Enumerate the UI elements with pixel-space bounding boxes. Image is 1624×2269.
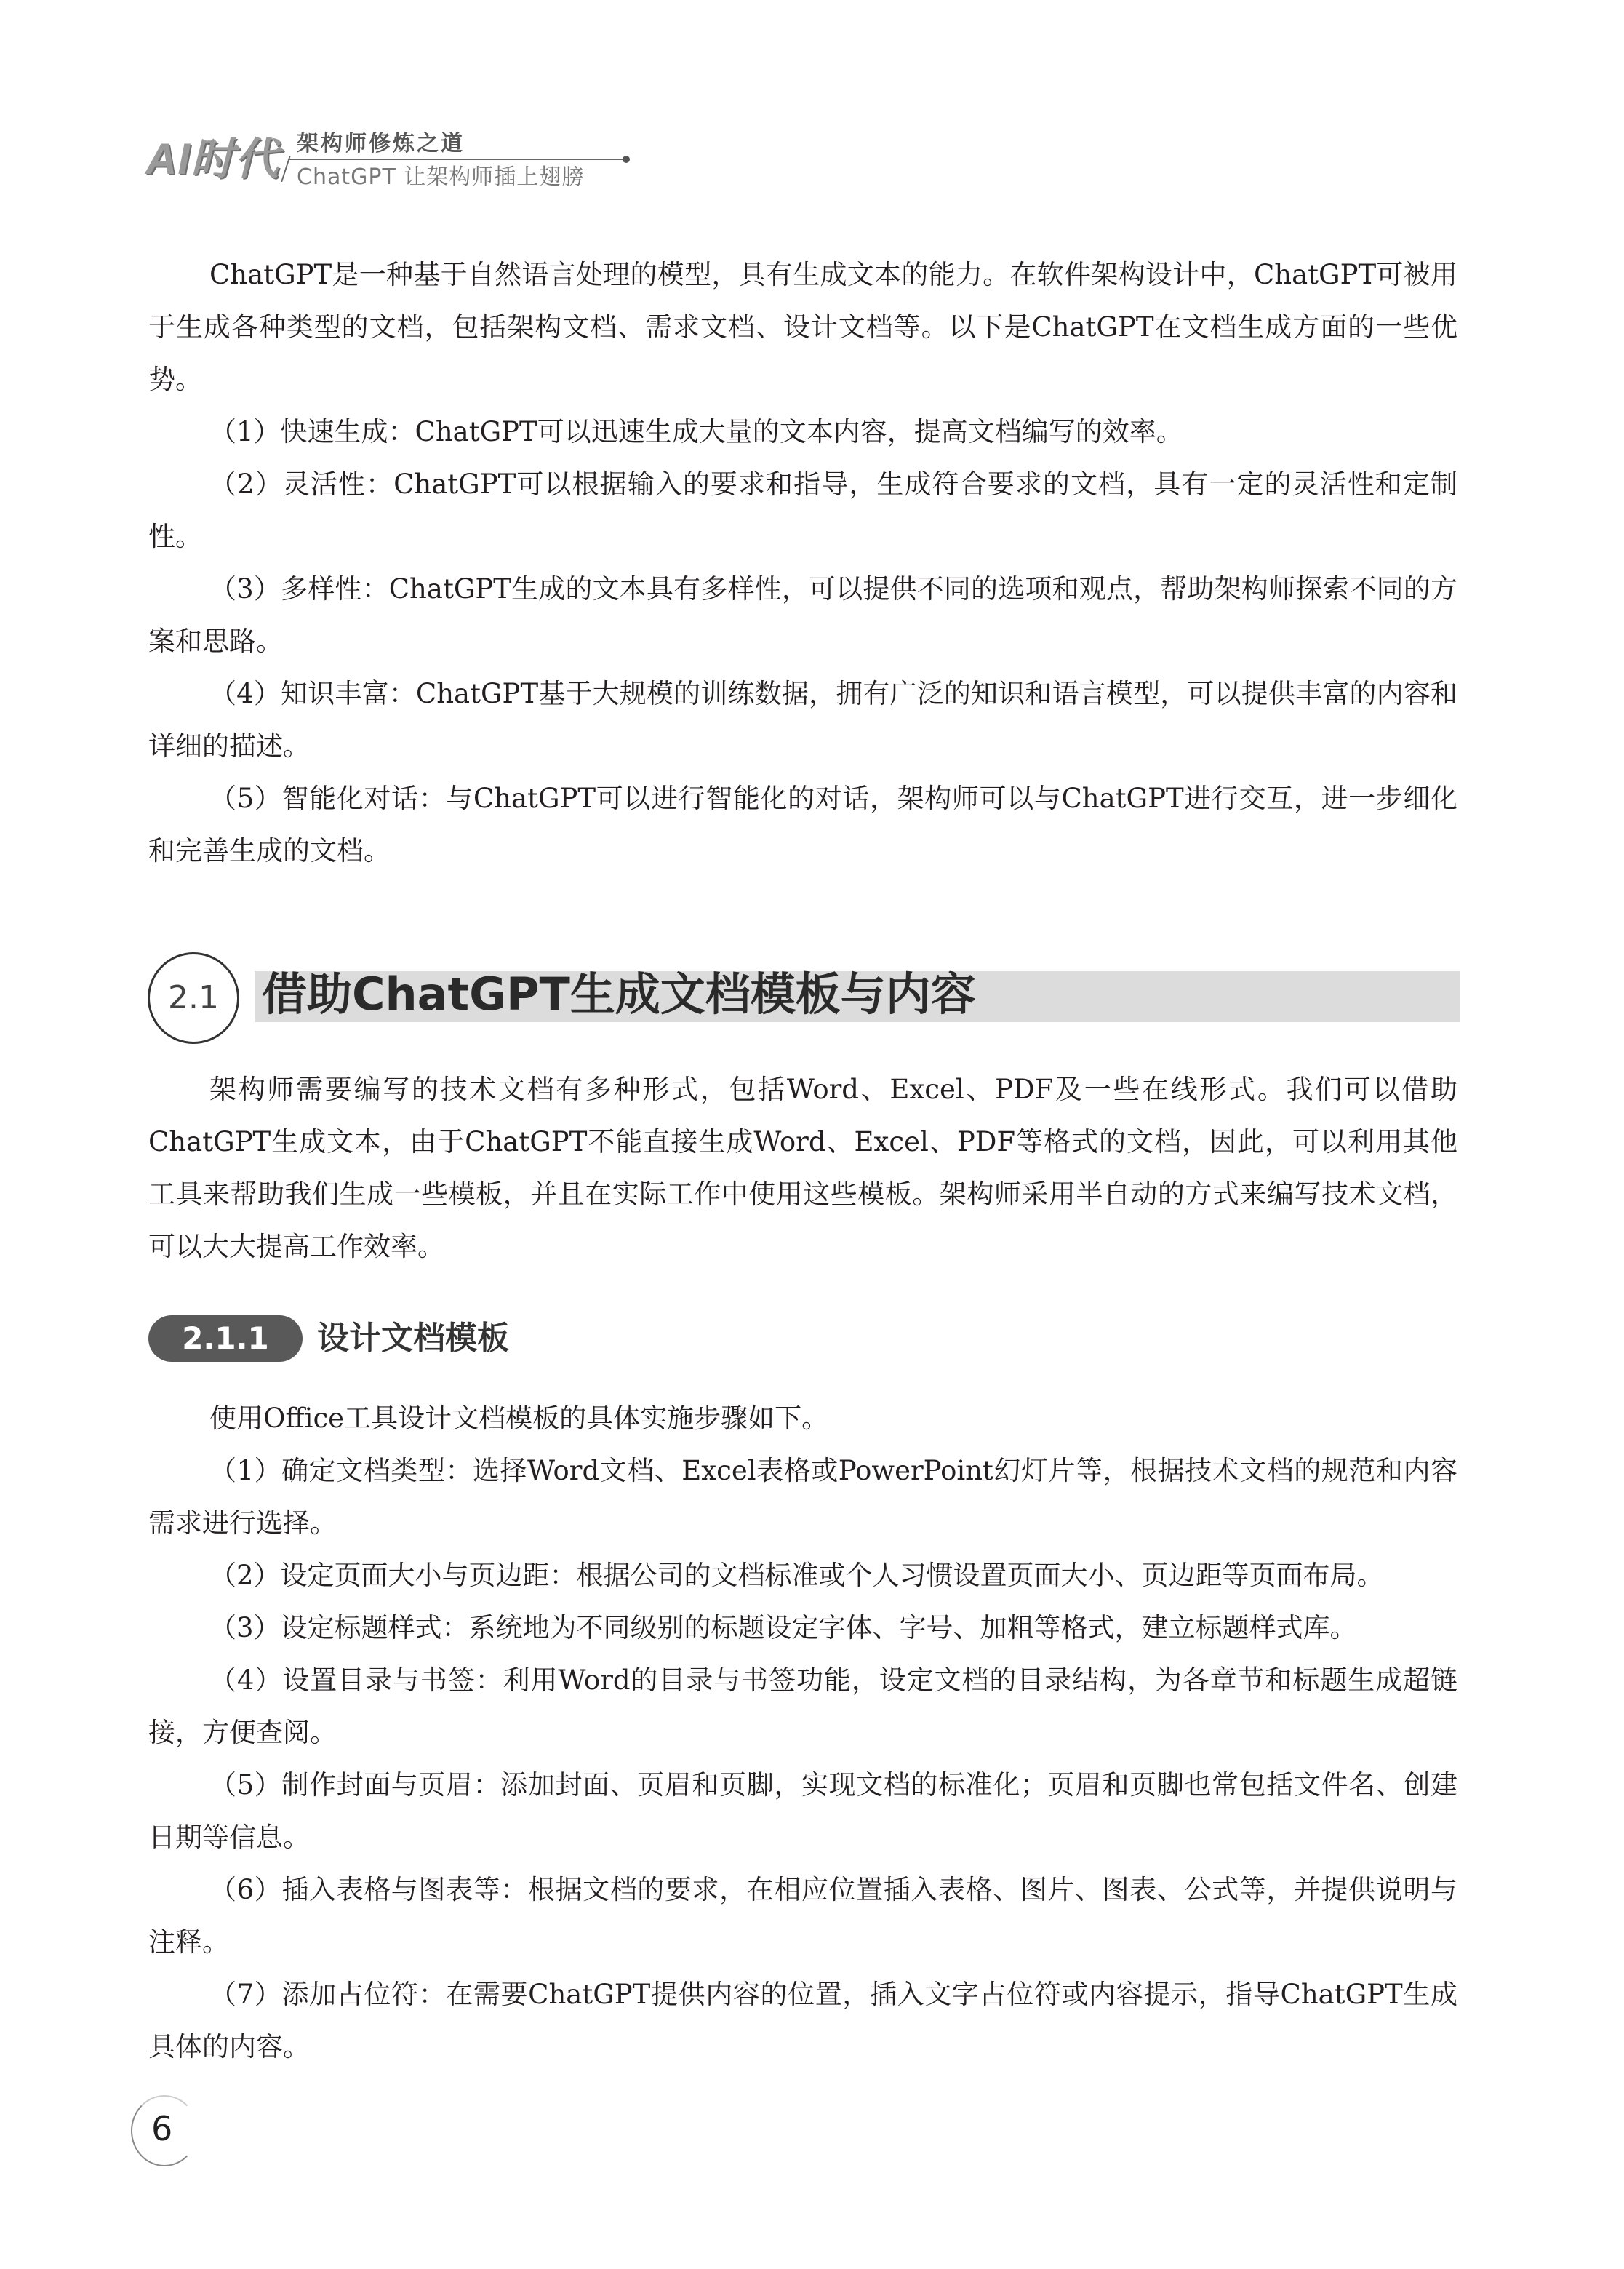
section-title: 借助ChatGPT生成文档模板与内容 [262,968,976,1021]
page-number: 6 [151,2109,173,2148]
header-logo [145,134,291,185]
step-item-7: （7）添加占位符：在需要ChatGPT提供内容的位置，插入文字占位符或内容提示，指导ChatGPT生成具体的内容。 [148,1979,1457,2062]
subsection-number: 2.1.1 [182,1320,269,1356]
section-paragraph: 架构师需要编写的技术文档有多种形式，包括Word、Excel、PDF及一些在线形式。我们可以借助ChatGPT生成文本，由于ChatGPT不能直接生成Word、Excel、PDF等格式的文档，因此，可以利用其他工具来帮助我们生成一些模板，并且在实际工作中使用这些模板。架构师采用半自动的方式来编写技术文档，可以大大提高工作效率。 [148,1074,1457,1262]
subsection-title: 设计文档模板 [317,1320,509,1357]
intro-item-3: （3）多样性：ChatGPT生成的文本具有多样性，可以提供不同的选项和观点，帮助架构师探索不同的方案和思路。 [148,573,1457,657]
intro-item-1: （1）快速生成：ChatGPT可以迅速生成大量的文本内容，提高文档编写的效率。 [209,416,1183,447]
step-item-4: （4）设置目录与书签：利用Word的目录与书签功能，设定文档的目录结构，为各章节和标题生成超链接，方便查阅。 [148,1664,1457,1748]
step-item-3: （3）设定标题样式：系统地为不同级别的标题设定字体、字号、加粗等格式，建立标题样式库。 [209,1612,1357,1643]
header-logo-text: AI时代 [145,135,279,183]
header-rule [289,159,625,160]
intro-item-5: （5）智能化对话：与ChatGPT可以进行智能化的对话，架构师可以与ChatGPT进行交互，进一步细化和完善生成的文档。 [148,783,1457,866]
step-item-5: （5）制作封面与页眉：添加封面、页眉和页脚，实现文档的标准化；页眉和页脚也常包括文件名、创建日期等信息。 [148,1769,1457,1853]
intro-paragraph: ChatGPT是一种基于自然语言处理的模型，具有生成文本的能力。在软件架构设计中，ChatGPT可被用于生成各种类型的文档，包括架构文档、需求文档、设计文档等。以下是ChatGPT在文档生成方面的一些优势。 [148,259,1457,395]
intro-item-2: （2）灵活性：ChatGPT可以根据输入的要求和指导，生成符合要求的文档，具有一定的灵活性和定制性。 [148,468,1457,552]
header-dot [623,156,630,163]
intro-item-4: （4）知识丰富：ChatGPT基于大规模的训练数据，拥有广泛的知识和语言模型，可以提供丰富的内容和详细的描述。 [148,678,1457,762]
step-item-6: （6）插入表格与图表等：根据文档的要求，在相应位置插入表格、图片、图表、公式等，并提供说明与注释。 [148,1874,1457,1958]
step-item-2: （2）设定页面大小与页边距：根据公司的文档标准或个人习惯设置页面大小、页边距等页面布局。 [209,1560,1384,1591]
step-item-1: （1）确定文档类型：选择Word文档、Excel表格或PowerPoint幻灯片等，根据技术文档的规范和内容需求进行选择。 [148,1455,1457,1539]
header-subtitle: ChatGPT 让架构师插上翅膀 [297,164,585,190]
header-series-title: 架构师修炼之道 [297,131,465,156]
section-number: 2.1 [168,979,219,1016]
subsection-paragraph: 使用Office工具设计文档模板的具体实施步骤如下。 [209,1403,829,1434]
